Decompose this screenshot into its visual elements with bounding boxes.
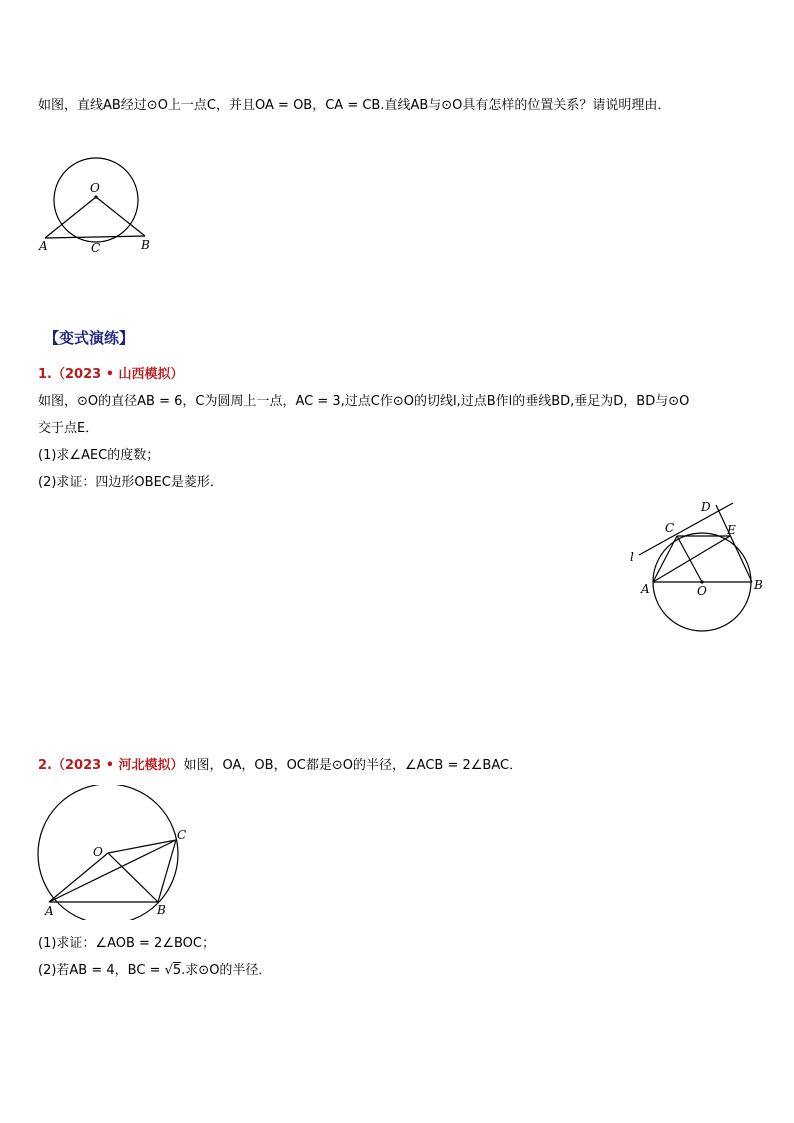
- q1-label-o: O: [697, 584, 707, 598]
- q2-part2-radicand: 5: [172, 963, 182, 978]
- q2-chord-ac: [49, 840, 176, 902]
- section-title: 【变式演练】: [44, 329, 135, 347]
- intro-label-o: O: [90, 181, 100, 195]
- q1-label-e: E: [727, 523, 736, 537]
- intro-line-ab: [45, 236, 145, 238]
- intro-circle: [54, 158, 138, 242]
- q1-label-l: l: [630, 550, 634, 564]
- q1-part2: (2)求证：四边形OBEC是菱形．: [38, 475, 223, 490]
- q2-part2-post: .求⊙O的半径．: [181, 963, 272, 978]
- q1-part1: (1)求∠AEC的度数；: [38, 448, 160, 463]
- q1-segment-bd: [716, 505, 752, 582]
- q1-label-c: C: [665, 521, 675, 535]
- sqrt-icon: √: [164, 963, 173, 978]
- q1-segment-oc: [677, 536, 702, 582]
- intro-label-a: A: [39, 239, 48, 253]
- q2-line: [38, 757, 522, 775]
- q2-part1: (1)求证：∠AOB = 2∠BOC；: [38, 936, 215, 951]
- q2-label-o: O: [93, 845, 103, 859]
- q1-text-line2: 交于点E．: [38, 421, 99, 436]
- intro-center-point: [94, 195, 97, 198]
- q2-radius-oc: [108, 840, 176, 853]
- q2-part2-pre: (2)若AB = 4，BC =: [38, 963, 165, 978]
- intro-figure: [35, 150, 165, 260]
- intro-segment-oa: [45, 197, 96, 238]
- q1-source: 1.（2023 • 山西模拟）: [38, 367, 184, 382]
- intro-label-b: B: [141, 238, 150, 252]
- q2-text: 如图，OA，OB，OC都是⊙O的半径，∠ACB = 2∠BAC．: [183, 758, 523, 773]
- q1-text-line1: 如图，⊙O的直径AB = 6，C为圆周上一点，AC = 3,过点C作⊙O的切线l,过点B作l的垂线BD,垂足为D，BD与⊙O: [38, 394, 690, 409]
- intro-label-c: C: [91, 241, 101, 255]
- intro-problem-text: 如图，直线AB经过⊙O上一点C，并且OA = OB，CA = CB.直线AB与⊙O具有怎样的位置关系？请说明理由．: [38, 98, 671, 113]
- q1-label-b: B: [754, 578, 763, 592]
- q1-figure: [625, 495, 770, 640]
- q2-source: 2.（2023 • 河北模拟）: [38, 758, 184, 773]
- q2-part2: [38, 962, 271, 980]
- q2-figure: [30, 785, 200, 920]
- q1-label-d: D: [701, 500, 711, 514]
- q2-label-a: A: [45, 904, 54, 918]
- q1-label-a: A: [641, 582, 650, 596]
- q2-label-c: C: [177, 828, 187, 842]
- q2-label-b: B: [157, 903, 166, 917]
